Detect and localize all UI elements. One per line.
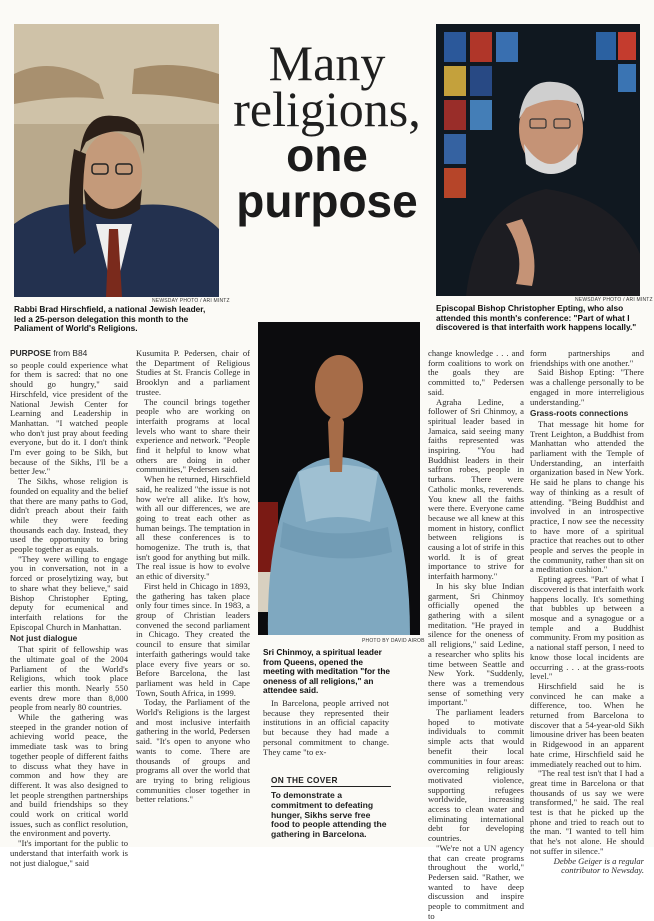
article-column-2 <box>136 349 250 805</box>
photo-bishop-epting <box>436 24 640 296</box>
paragraph: Hirschfield said he is convinced he can make a difference, too. When he returned from Barcelona to discover that a 54-year-old Sikh limousine driver has been beaten in Ridgewood in an apparent hate crime, Hirschfield said he immediately reached out to him. <box>530 680 644 769</box>
paragraph: "We're not a UN agency that can create programs throughout the world," Pedersen said. "Rather, we wanted to have deep discussion and inspire people to commitment and to <box>428 842 524 921</box>
paragraph: First held in Chicago in 1893, the gathering has taken place only four times since. In 1983, a group of Christian leaders convened the second parliament in Chicago. They created the council to ensure that similar interfaith gatherings would take place every five years or so. Before Barcelona, the last parliament was held in Cape Town, South Africa, in 1999. <box>136 580 250 698</box>
article-column-1 <box>10 349 128 868</box>
paragraph: "The real test isn't that I had a great time in Barcelona or that thousands of us say we were transformed," he said. The real test is that he picked up the phone and tried to reach out to the man. "I wanted to tell him that he's not alone. He should not suffer in silence." <box>530 768 644 856</box>
paragraph: Epting agrees. "Part of what I discovered is that interfaith work happens locally. It's something that bubbles up between a mosque and a synagogue or a temple and a Buddhist community. From my position as a national staff person, I need to know those local incidents are occurring . . . at the grass-roots level." <box>530 574 644 682</box>
photo-sri-chinmoy <box>258 322 420 635</box>
article-column-4 <box>428 349 524 921</box>
paragraph: When he returned, Hirschfield said, he realized "the issue is not how we're all alike. It's how, with all our differences, we are going to treat each other as human beings. The temptation in all these conferences is to homogenize. The truth is, that isn't good for anything but milk. The real issue is how to evolve an ethic of diversity." <box>136 474 250 582</box>
caption-center: Sri Chinmoy, a spiritual leader from Queens, opened the meeting with meditation "for the oneness of all religions," an attendee said. <box>263 647 391 696</box>
on-the-cover-text: To demonstrate a commitment to defeating hunger, Sikhs serve free food to people attending the gathering in Barcelona. <box>271 790 387 840</box>
paragraph: "It's important for the public to understand that interfaith work is not just dialogue," said <box>10 838 128 868</box>
cover-divider <box>271 786 391 787</box>
jump-page: from B84 <box>53 348 88 358</box>
paragraph: In Barcelona, people arrived not because they represented their institutions in an official capacity but because they had made a personal commitment to change. They came "to ex- <box>263 698 389 757</box>
article-column-5 <box>530 349 644 876</box>
paragraph: That spirit of fellowship was the ultimate goal of the 2004 Parliament of the World's Religions, which took place earlier this month. Nearly 550 events drew more than 8,000 people from nearly 80 countries. <box>10 644 128 713</box>
caption-left: Rabbi Brad Hirschfield, a national Jewish leader, led a 25-person delegation this month to the Paliament of World's Religions. <box>14 304 206 334</box>
subhead-grass-roots: Grass-roots connections <box>530 408 629 419</box>
paragraph: "They were willing to engage you in conversation, not in a forced or proselytizing way, but to share what they believe," said Bishop Christopher Epting, deputy for ecumenical and interfaith relations for the Episcopal Church in Manhattan. <box>10 553 128 632</box>
headline-line-3: one <box>286 129 368 181</box>
paragraph: The Sikhs, whose religion is founded on equality and the belief that there are many paths to God, didn't preach about their faith while they were feeding thousands each day. Instead, they used the opportunity to bring people together as equals. <box>10 476 128 555</box>
headline-line-4: purpose <box>236 175 418 227</box>
headline-line-2: religions, <box>233 81 421 137</box>
author-signature: Debbe Geiger is a regular contributor to Newsday. <box>553 855 644 876</box>
article-column-3 <box>263 699 389 757</box>
paragraph: The parliament leaders hoped to motivate individuals to commit simple acts that would benefit their local communities in four areas: overcoming religiously motivated violence, supporting refugees worldwide, increasing access to clean water and eliminating international debt for developing countries. <box>428 707 524 844</box>
paragraph: Agraha Ledine, a follower of Sri Chinmoy, a spiritual leader based in Jamaica, said seeing many faiths represented was inspiring. "You had Buddhist leaders in their saffron robes, people in turbans. There were Catholic monks, reverends. You knew all the faiths were there. Everyone came because we all knew at this moment in history, conflict between religions is causing a lot of strife in this world. It is of great importance to strive for interfaith harmony." <box>428 396 524 582</box>
jump-label: PURPOSE <box>10 348 51 358</box>
jump-line <box>10 349 128 359</box>
photo-rabbi-hirschfield <box>14 24 219 297</box>
on-the-cover-title: ON THE COVER <box>271 775 338 785</box>
paragraph: That message hit home for Trent Leighton, a Buddhist from Manhattan who attended the parliament with the Temple of Understanding, an interfaith organization based in New York. He said he plans to change his way of thinking as a result of attending. "Being Buddhist and involved in an introspective practice, I now see the necessity to have more of a spiritual practice that reaches out to other people and serves the people in the community, rather than sit on a meditation cushion." <box>530 418 644 575</box>
paragraph: Kusumita P. Pedersen, chair of the Department of Religious Studies at St. Francis College in Brooklyn and a parliament trustee. <box>136 348 250 397</box>
paragraph: In his sky blue Indian garment, Sri Chinmoy officially opened the gathering with a silent meditation. "He prayed in silence for the oneness of all religions," said Ledine, a researcher who splits his time between Seattle and New York. "Suddenly, there was a tremendous sense of something very important." <box>428 580 524 708</box>
paragraph: form partnerships and friendships with one another." <box>530 348 644 368</box>
subhead-not-just-dialogue: Not just dialogue <box>10 633 78 644</box>
photo-credit-left: NEWSDAY PHOTO / ARI MINTZ <box>152 298 230 304</box>
paragraph: The council brings together people who are working on interfaith programs at local levels who want to share their experience and network. "People find it helpful to know what others are doing in other communities," Pedersen said. <box>136 396 250 475</box>
paragraph: Today, the Parliament of the World's Religions is the largest and most inclusive interfaith gathering in the world, Pedersen said. "It's open to anyone who wants to come. There are thousands of groups and programs all over the world that are trying to bring religious communities closer together in better relations." <box>136 697 250 805</box>
paragraph: change knowledge . . . and form coalitions to work on the goals they are committed to," Pedersen said. <box>428 348 524 397</box>
photo-credit-right: NEWSDAY PHOTO / ARI MINTZ <box>575 297 653 303</box>
paragraph: While the gathering was steeped in the grander notion of achieving world peace, the immediate task was to bring together people of different faiths to discuss what they have in common and how they are different. It was also designed to let people strengthen partnerships and build friendships so they could work on critical world issues, such as conflict resolution, the environment and poverty. <box>10 712 128 839</box>
paragraph: Said Bishop Epting: "There was a challenge personally to be engaged in more interreligious understanding." <box>530 367 644 407</box>
photo-credit-center: PHOTO BY DAVID AIROB <box>362 638 425 644</box>
headline <box>218 35 436 227</box>
caption-right: Episcopal Bishop Christopher Epting, who also attended this month's conference: "Part of what I discovered is that interfaith work happens locally." <box>436 303 637 333</box>
paragraph: so people could experience what for them is sacred: that no one should go hungry," said Hirschfeld, vice president of the National Jewish Center for Learning and Leadership in Manhattan. "I watched people who don't just pray about feeding everyone, but do it. I don't think I'm ever going to be Sikh, but because of the Sikhs, I'll be a better Jew." <box>10 359 128 477</box>
headline-line-1: Many <box>268 35 386 91</box>
